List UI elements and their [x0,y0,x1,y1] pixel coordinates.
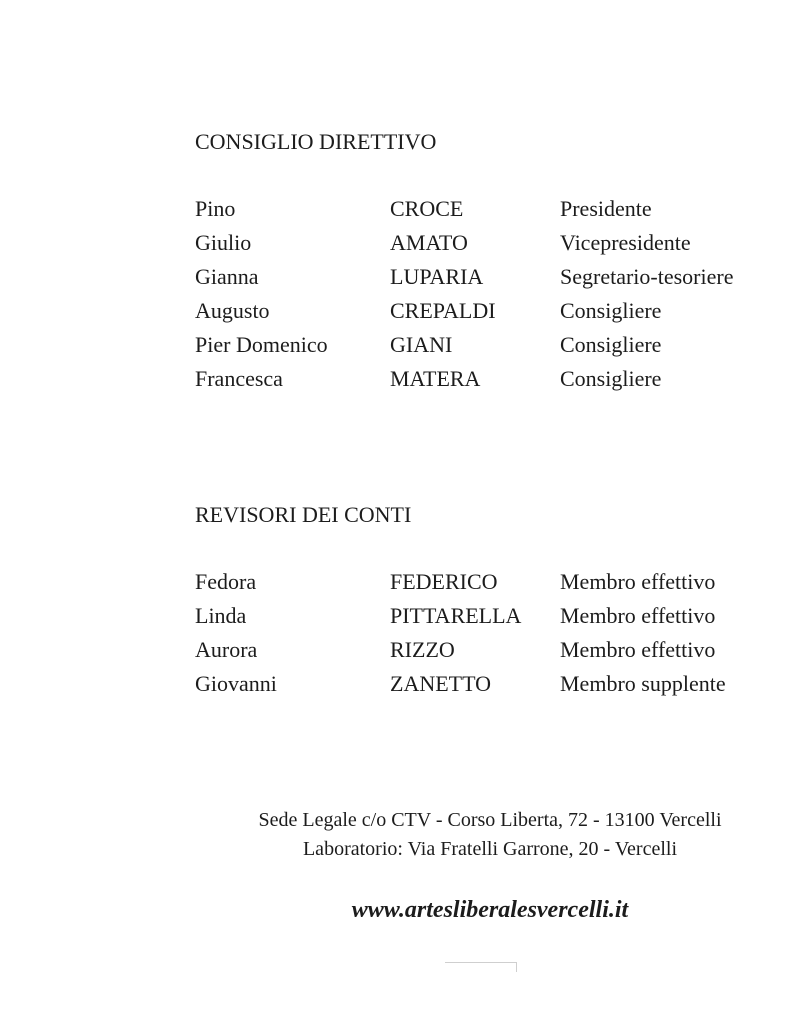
member-role: Vicepresidente [560,230,691,255]
lab-address: Laboratorio: Via Fratelli Garrone, 20 - Vercelli [302,838,678,860]
legal-address: Sede Legale c/o CTV - Corso Liberta, 72 - 13100 Vercelli [258,809,722,831]
auditor-member-row [195,671,785,705]
member-role: Membro supplente [560,671,726,696]
member-first-name: Francesca [195,366,283,391]
board-member-row [195,230,785,264]
member-first-name: Giulio [195,230,252,255]
member-last-name: FEDERICO [390,569,498,594]
member-role: Membro effettivo [560,603,716,628]
auditors-roster [195,569,785,705]
member-first-name: Augusto [195,298,270,323]
member-last-name: LUPARIA [390,264,484,289]
member-role: Membro effettivo [560,637,716,662]
member-last-name: CROCE [390,196,464,221]
member-first-name: Pier Domenico [195,332,328,357]
member-last-name: GIANI [390,332,453,357]
member-role: Membro effettivo [560,569,716,594]
member-first-name: Gianna [195,264,259,289]
member-role: Consigliere [560,332,662,357]
member-last-name: CREPALDI [390,298,496,323]
member-last-name: AMATO [390,230,468,255]
board-member-row [195,298,785,332]
board-member-row [195,196,785,230]
member-first-name: Giovanni [195,671,277,696]
member-role: Consigliere [560,298,662,323]
board-member-row [195,264,785,298]
member-role: Consigliere [560,366,662,391]
auditor-member-row [195,603,785,637]
auditor-member-row [195,637,785,671]
website-link[interactable]: www.artesliberalesvercelli.it [351,897,629,923]
member-role: Segretario-tesoriere [560,264,734,289]
board-member-row [195,366,785,400]
auditors-section-title: REVISORI DEI CONTI [195,502,412,527]
board-section-title: CONSIGLIO DIRETTIVO [195,129,437,154]
member-last-name: MATERA [390,366,481,391]
auditor-member-row [195,569,785,603]
member-first-name: Fedora [195,569,257,594]
member-first-name: Aurora [195,637,258,662]
member-first-name: Pino [195,196,236,221]
member-first-name: Linda [195,603,247,628]
member-last-name: PITTARELLA [390,603,522,628]
page-corner-mark [445,962,517,972]
member-role: Presidente [560,196,652,221]
member-last-name: ZANETTO [390,671,492,696]
board-member-row [195,332,785,366]
board-roster [195,196,785,400]
member-last-name: RIZZO [390,637,455,662]
